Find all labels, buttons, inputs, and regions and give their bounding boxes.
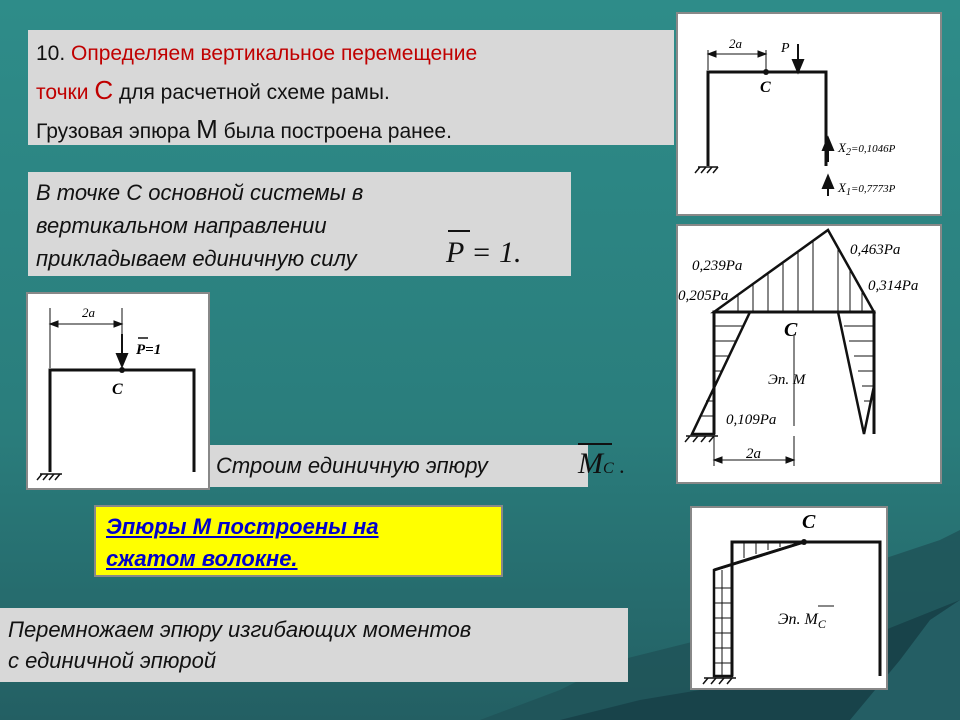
- point-c-label: C: [760, 79, 771, 96]
- point-c-label: C: [784, 319, 798, 341]
- step-line-2: вертикальном направлении: [36, 213, 327, 238]
- multiply-line-2: с единичной эпюрой: [8, 648, 217, 673]
- moment-diagram-panel: [676, 224, 942, 484]
- value-0109: 0,109Pa: [726, 412, 777, 428]
- step-number: 10.: [36, 42, 66, 65]
- moment-diagram-figure: [678, 226, 940, 482]
- step-line-1: В точке С основной системы в: [36, 180, 364, 205]
- unit-force-formula: P = 1.: [446, 236, 522, 270]
- title-heading: Определяем вертикальное перемещение: [71, 42, 478, 65]
- dim-label: 2a: [746, 446, 761, 462]
- note-box: [94, 505, 503, 577]
- title-line-1: [36, 36, 666, 72]
- point-c-label: C: [802, 511, 816, 533]
- title-line-2: [36, 72, 666, 111]
- note-line-2: сжатом волокне.: [106, 546, 298, 571]
- dim-label: 2a: [82, 305, 95, 320]
- unit-diagram-text: Строим единичную эпюру: [216, 453, 488, 478]
- unit-moment-diagram-panel: [690, 506, 888, 690]
- value-0463: 0,463Pa: [850, 242, 901, 258]
- value-0314: 0,314Pa: [868, 278, 919, 294]
- unit-force-frame-panel: [26, 292, 210, 490]
- x1-label: $X_1^{=0,7773P}$: [838, 180, 896, 198]
- step-line-3: прикладываем единичную силу: [36, 246, 357, 271]
- title-diagram-suffix: была построена ранее.: [223, 120, 452, 143]
- title-point-letter: С: [94, 75, 114, 105]
- value-0239: 0,239Pa: [692, 258, 743, 274]
- frame-scheme-figure: [678, 14, 940, 214]
- unit-load-label: P=1: [136, 342, 162, 358]
- overline: [448, 230, 470, 232]
- dim-label: 2a: [729, 36, 742, 51]
- diagram-label: Эп. $M_C$: [778, 611, 826, 631]
- unit-moment-diagram-figure: [692, 508, 886, 688]
- unit-diagram-box: [208, 445, 588, 487]
- point-c-label: C: [112, 381, 123, 398]
- title-point-suffix: для расчетной схеме рамы.: [118, 81, 390, 104]
- overline: [578, 443, 612, 445]
- title-diagram-prefix: Грузовая эпюра: [36, 120, 191, 143]
- diagram-label: Эп. M: [768, 372, 806, 388]
- frame-scheme-panel: [676, 12, 942, 216]
- title-diagram-letter: М: [196, 114, 218, 144]
- title-point-prefix: точки: [36, 81, 89, 104]
- x2-label: $X_2^{=0,1046P}$: [838, 140, 896, 158]
- multiply-box: [0, 608, 628, 682]
- unit-moment-formula: MC .: [578, 447, 625, 481]
- note-line-1: Эпюры М построены на: [106, 514, 379, 539]
- title-box: [28, 30, 674, 145]
- title-line-3: [36, 111, 666, 150]
- unit-force-frame-figure: [28, 294, 208, 488]
- value-0205: 0,205Pa: [678, 288, 729, 304]
- load-label: P: [781, 41, 790, 56]
- multiply-line-1: Перемножаем эпюру изгибающих моментов: [8, 617, 472, 642]
